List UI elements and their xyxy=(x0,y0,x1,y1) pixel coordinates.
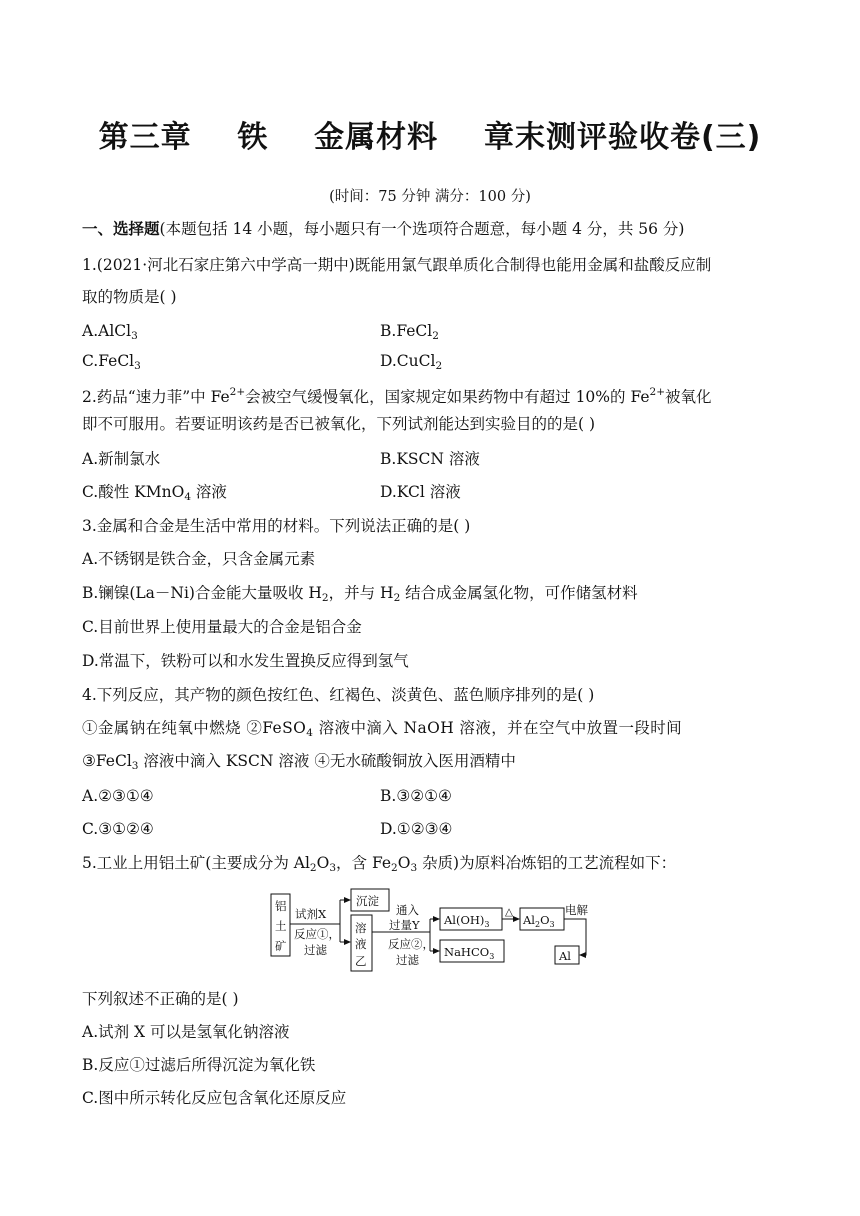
al2o3-text-1: Al xyxy=(523,913,535,927)
aloh3-text: Al(OH) xyxy=(444,913,485,927)
q5-option-b: B.反应①过滤后所得沉淀为氧化铁 xyxy=(82,1056,316,1074)
q2-stem-line1 xyxy=(82,381,712,408)
label-pass-in: 通入 xyxy=(396,903,419,917)
q1-option-d-sub: 2 xyxy=(435,360,443,372)
q4-item-line2 xyxy=(82,750,516,777)
section-desc: (本题包括 14 小题，每小题只有一个选项符合题意，每小题 4 分，共 56 分) xyxy=(159,220,685,238)
q5-sub2: 3 xyxy=(329,862,337,874)
q5-sub3: 2 xyxy=(391,862,398,874)
ore-char-2: 土 xyxy=(275,919,287,933)
q5-t4: O xyxy=(397,854,411,872)
section-heading xyxy=(82,218,684,240)
q2-option-c-sub: 4 xyxy=(184,491,191,503)
q2-option-d: D.KCl 溶液 xyxy=(380,483,461,501)
q4-l1-sub: 4 xyxy=(306,727,314,739)
q3-option-c: C.目前世界上使用量最大的合金是铝合金 xyxy=(82,618,362,636)
solution-char-3: 乙 xyxy=(355,954,367,968)
q5-ask: 下列叙述不正确的是( ) xyxy=(82,990,239,1008)
q5-t2: O xyxy=(316,854,330,872)
q1-option-a-text: A.AlCl xyxy=(82,322,132,340)
q3-option-b xyxy=(82,582,638,609)
q3-option-d: D.常温下，铁粉可以和水发生置换反应得到氢气 xyxy=(82,652,409,670)
label-al: Al xyxy=(559,949,571,963)
q4-l2-text-b: 溶液中滴入 KSCN 溶液 ④无水硫酸铜放入医用酒精中 xyxy=(138,752,516,770)
q4-option-d: D.①②③④ xyxy=(380,820,453,838)
label-excess-y: 过量Y xyxy=(389,918,420,932)
q4-option-a: A.②③①④ xyxy=(82,787,154,805)
q5-t3: ，含 Fe xyxy=(336,854,392,872)
al2o3-text-2: O xyxy=(540,913,550,927)
solution-char-2: 液 xyxy=(355,937,367,951)
q5-t5: 杂质)为原料冶炼铝的工艺流程如下： xyxy=(417,854,677,872)
q2-text-c: 被氧化 xyxy=(665,388,712,406)
q1-option-b-sub: 2 xyxy=(432,330,439,342)
label-heat: △ xyxy=(505,906,514,918)
section-title: 一、选择题 xyxy=(82,220,160,238)
q2-sup-2: 2+ xyxy=(649,386,666,398)
q3-stem: 3.金属和合金是生活中常用的材料。下列说法正确的是( ) xyxy=(82,517,471,535)
q4-l2-sub: 3 xyxy=(131,760,139,772)
ore-char-1: 铝 xyxy=(275,899,287,913)
label-filter1: 过滤 xyxy=(304,943,327,957)
q3-option-b-t2: ，并与 H xyxy=(328,584,394,602)
q4-option-c: C.③①②④ xyxy=(82,820,154,838)
q3-option-b-s1: 2 xyxy=(321,592,329,604)
q1-option-a xyxy=(82,320,138,347)
label-reagent-x: 试剂X xyxy=(295,907,327,921)
label-electrolysis: 电解 xyxy=(565,903,588,917)
q5-option-c: C.图中所示转化反应包含氧化还原反应 xyxy=(82,1089,347,1107)
q4-l1-text-a: ①金属钠在纯氧中燃烧 ②FeSO xyxy=(82,719,307,737)
label-filter2: 过滤 xyxy=(396,953,419,967)
q1-stem-line2: 取的物质是( ) xyxy=(82,288,177,306)
page-title: 第三章 铁 金属材料 章末测评验收卷(三) xyxy=(98,120,762,155)
q5-t1: 5.工业上用铝土矿(主要成分为 Al xyxy=(82,854,310,872)
aloh3-sub: 3 xyxy=(484,920,490,929)
q1-option-c-text: C.FeCl xyxy=(82,352,135,370)
q5-sub4: 3 xyxy=(410,862,418,874)
q2-option-c-tail: 溶液 xyxy=(191,483,227,501)
q2-text-a: 2.药品“速力菲”中 Fe xyxy=(82,388,230,406)
q4-item-line1 xyxy=(82,717,682,744)
q1-option-d xyxy=(380,350,442,377)
solution-char-1: 溶 xyxy=(355,921,367,935)
q3-option-a: A.不锈钢是铁合金，只含金属元素 xyxy=(82,550,316,568)
q1-option-c-sub: 3 xyxy=(134,360,141,372)
q3-option-b-t1: B.镧镍(La－Ni)合金能大量吸收 H xyxy=(82,584,322,602)
q2-text-b: 会被空气缓慢氧化，国家规定如果药物中有超过 10%的 Fe xyxy=(245,388,650,406)
q2-sup-1: 2+ xyxy=(229,386,246,398)
nahco3-text: NaHCO xyxy=(444,945,490,959)
q1-option-b xyxy=(380,320,439,347)
q1-option-a-sub: 3 xyxy=(131,330,138,342)
label-al2o3 xyxy=(522,913,555,929)
q1-stem-line1: 1.(2021·河北石家庄第六中学高一期中)既能用氯气跟单质化合制得也能用金属和盐酸反应制 xyxy=(82,256,712,274)
nahco3-sub: 3 xyxy=(489,952,495,961)
q4-l1-text-b: 溶液中滴入 NaOH 溶液，并在空气中放置一段时间 xyxy=(313,719,683,737)
process-flow-diagram xyxy=(268,884,598,972)
q5-option-a: A.试剂 X 可以是氢氧化钠溶液 xyxy=(82,1023,290,1041)
q4-l2-text-a: ③FeCl xyxy=(82,752,132,770)
label-aloh3 xyxy=(443,913,490,929)
label-reaction2: 反应②， xyxy=(388,937,434,951)
q5-sub1: 2 xyxy=(309,862,317,874)
exam-meta: (时间：75 分钟 满分：100 分) xyxy=(329,189,531,205)
ore-char-3: 矿 xyxy=(275,939,287,953)
q1-option-d-text: D.CuCl xyxy=(380,352,436,370)
q3-option-b-t3: 结合成金属氢化物，可作储氢材料 xyxy=(400,584,638,602)
al2o3-sub-2: 3 xyxy=(549,920,555,929)
label-nahco3 xyxy=(444,945,494,961)
q2-stem-line2: 即不可服用。若要证明该药是否已被氧化，下列试剂能达到实验目的的是( ) xyxy=(82,415,596,433)
q2-option-c-text: C.酸性 KMnO xyxy=(82,483,185,501)
q1-option-c xyxy=(82,350,141,377)
q2-option-c xyxy=(82,481,227,508)
q4-option-b: B.③②①④ xyxy=(380,787,452,805)
q1-option-b-text: B.FeCl xyxy=(380,322,433,340)
al2o3-sub-1: 2 xyxy=(534,920,541,929)
q4-stem: 4.下列反应，其产物的颜色按红色、红褐色、淡黄色、蓝色顺序排列的是( ) xyxy=(82,686,595,704)
q2-option-b: B.KSCN 溶液 xyxy=(380,450,480,468)
q5-stem xyxy=(82,852,676,879)
label-reaction1: 反应①， xyxy=(294,927,340,941)
label-precipitate: 沉淀 xyxy=(356,894,379,908)
q2-option-a: A.新制氯水 xyxy=(82,450,161,468)
q3-option-b-s2: 2 xyxy=(393,592,401,604)
